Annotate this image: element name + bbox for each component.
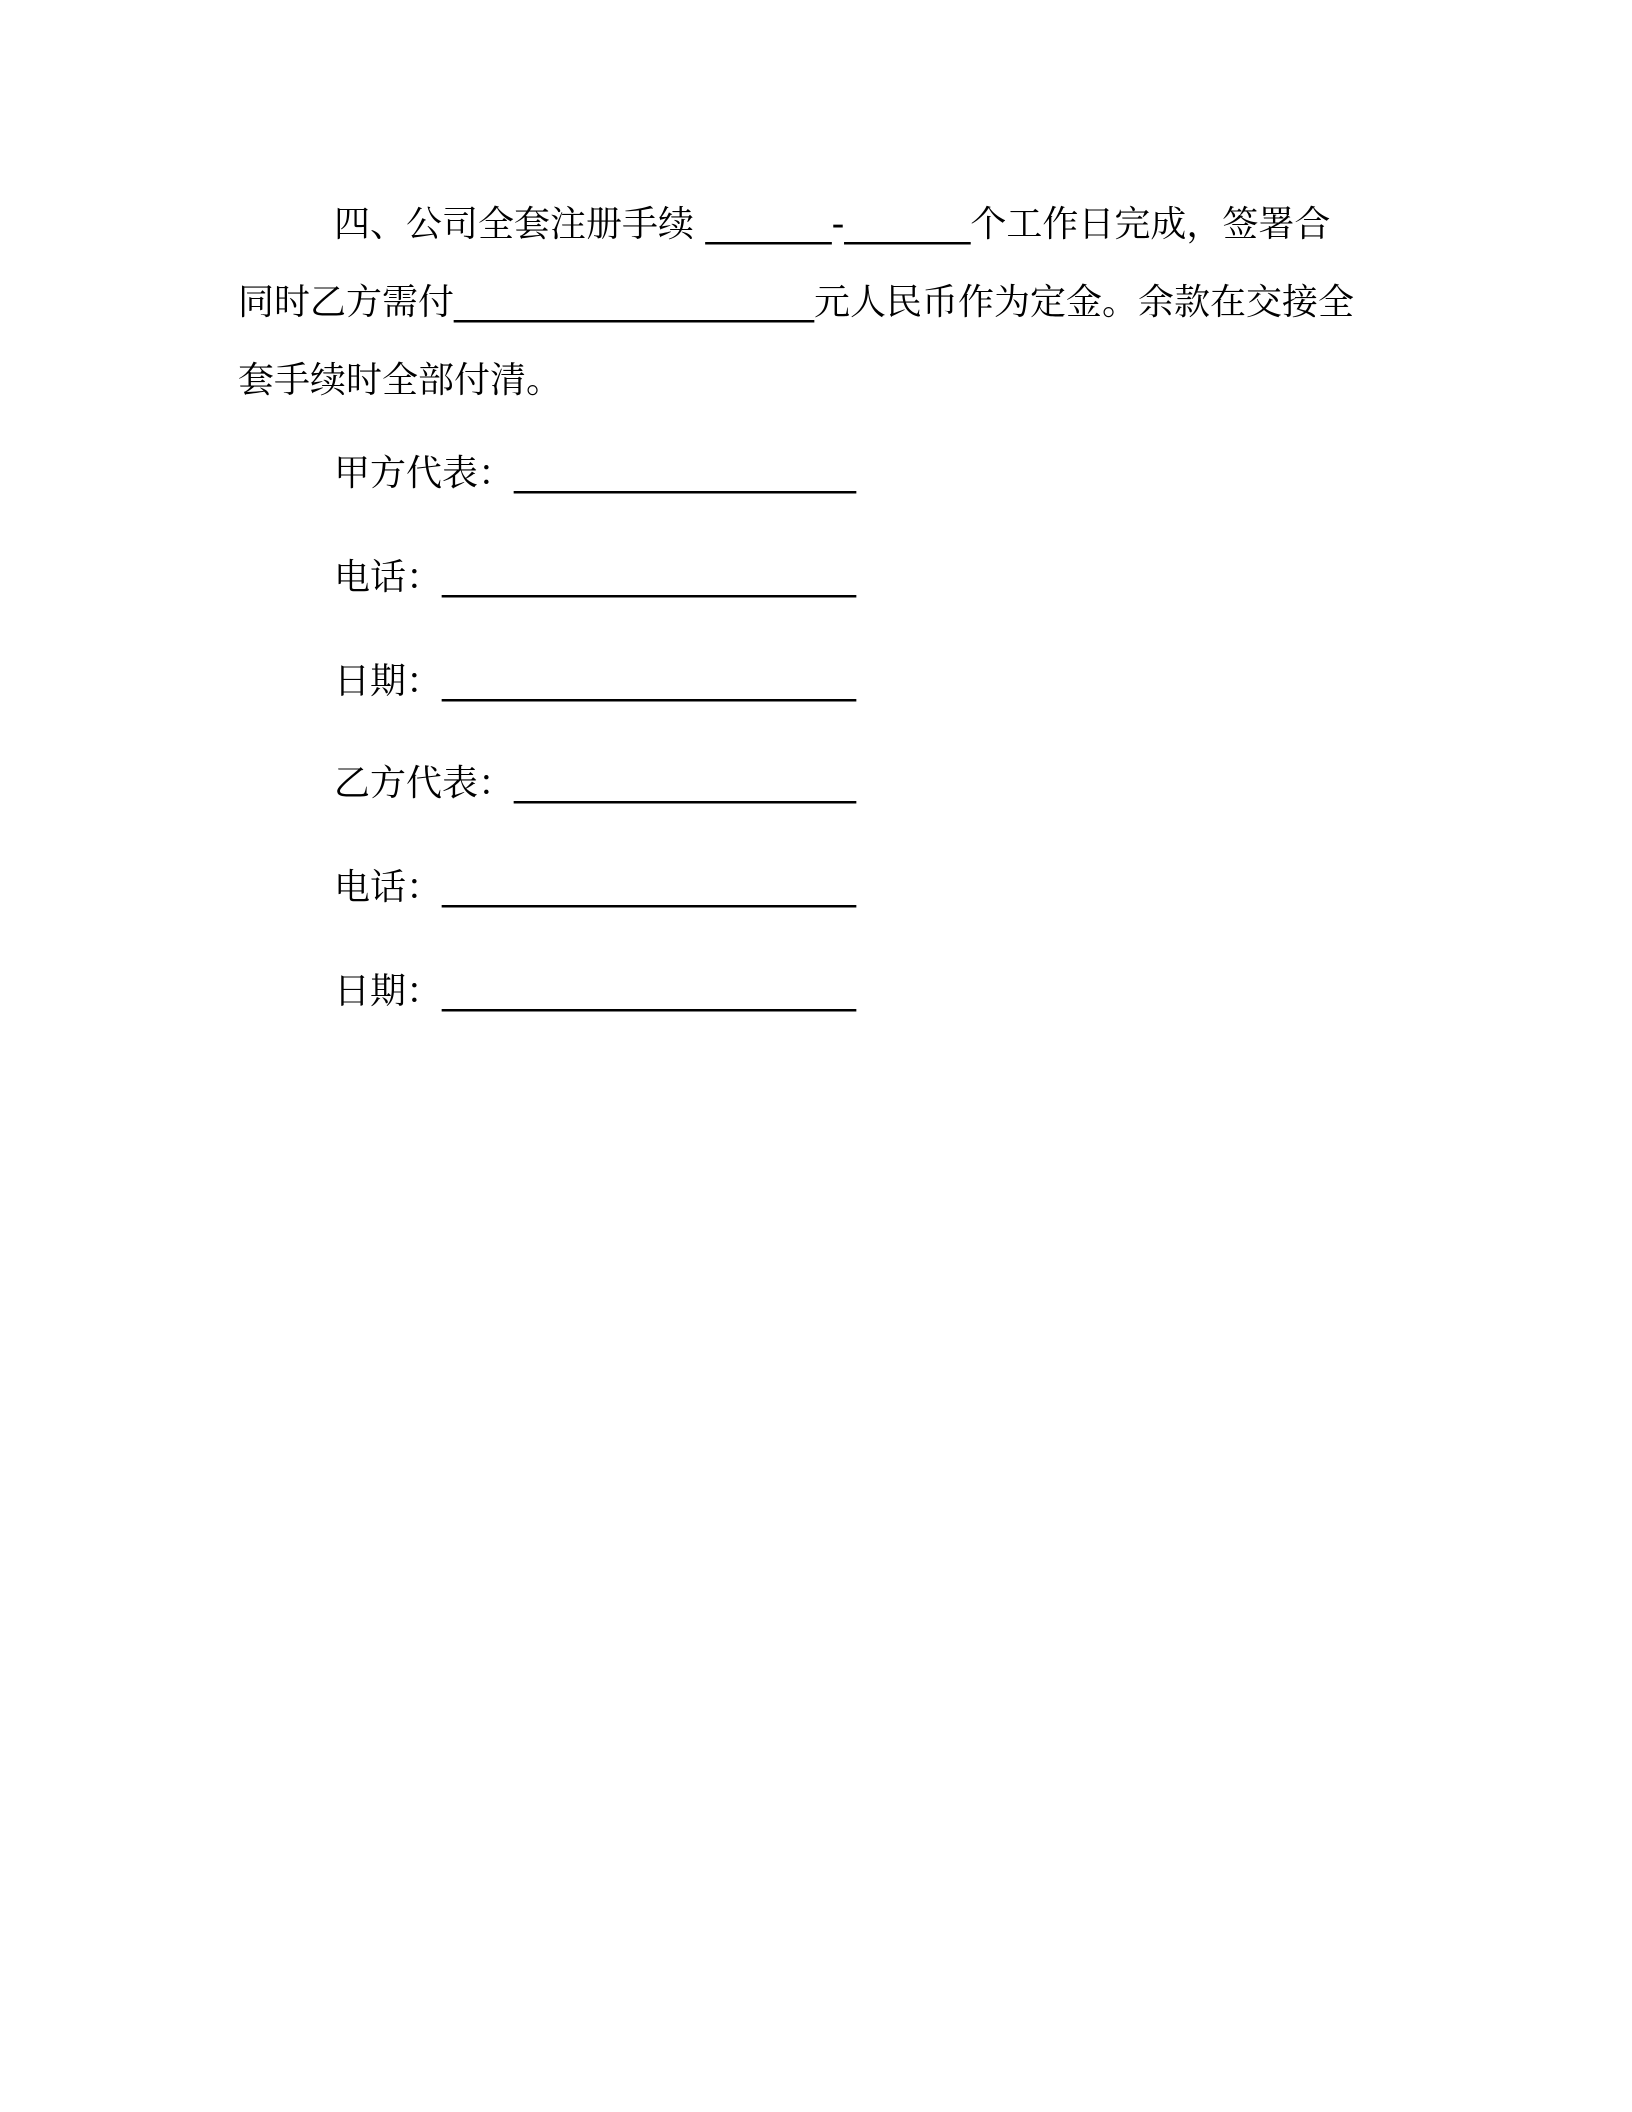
party-a-phone-line (334, 554, 856, 602)
party-b-phone-line (334, 864, 856, 912)
party-a-representative-blank: ___________________ (514, 453, 857, 494)
clause-four-paragraph: 四、公司全套注册手续 _______-_______个工作日完成，签署合同时乙方需付____________________元人民币作为定金。余款在交接全套手续时全部付清。 (238, 204, 1355, 401)
party-a-date-line (334, 658, 856, 706)
party-a-representative-line (334, 450, 856, 498)
party-b-representative-line (334, 760, 856, 808)
party-b-date-blank: _______________________ (442, 971, 857, 1012)
party-b-phone-label: 电话： (334, 867, 443, 908)
party-b-phone-blank: _______________________ (442, 867, 857, 908)
party-a-date-label: 日期： (334, 661, 443, 702)
party-a-phone-label: 电话： (334, 557, 443, 598)
party-a-date-blank: _______________________ (442, 661, 857, 702)
party-a-phone-blank: _______________________ (442, 557, 857, 598)
party-b-representative-label: 乙方代表： (334, 763, 515, 804)
party-b-date-label: 日期： (334, 971, 443, 1012)
party-b-date-line (334, 968, 856, 1016)
party-a-representative-label: 甲方代表： (334, 453, 515, 494)
party-b-representative-blank: ___________________ (514, 763, 857, 804)
